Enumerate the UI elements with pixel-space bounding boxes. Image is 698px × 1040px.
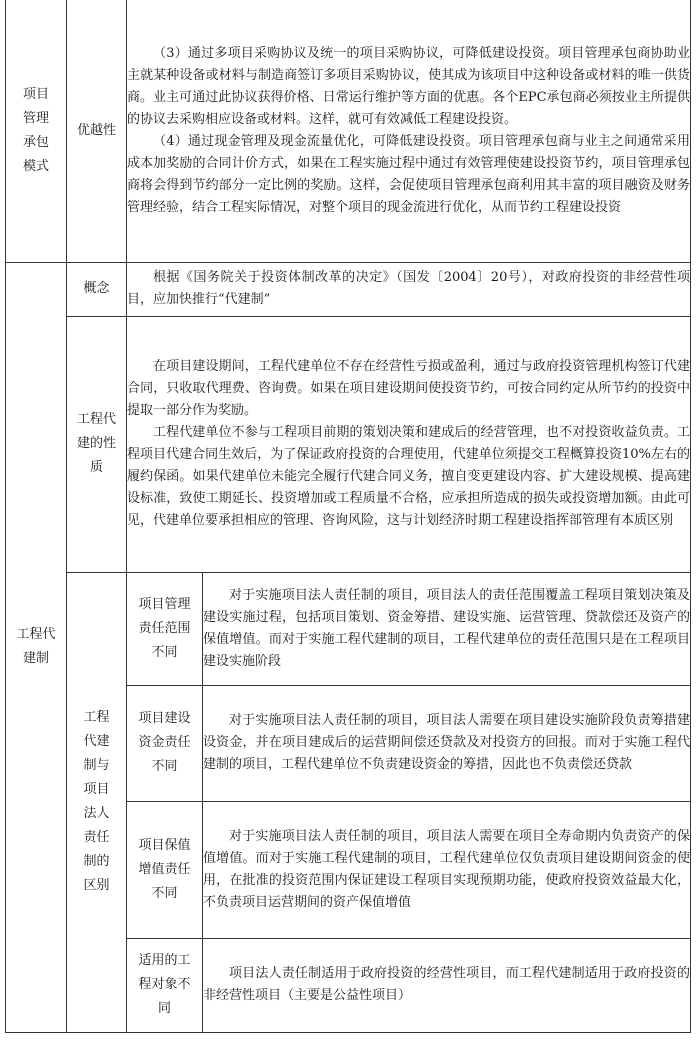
paragraph: （4）通过现金管理及现金流量优化，可降低建设投资。项目管理承包商与业主之间通常采用成本加奖励的合同计价方式，如果在工程实施过程中通过有效管理使建设投资节约，项目管理承包商将会得到节约部分一定比例的奖励。这样，会促使项目管理承包商利用其丰富的项目融资及财务管理经验，结合工程实际情况，对整个项目的现金流进行优化，从而节约工程建设投资	[127, 133, 690, 215]
diff-item-text: 对于实施项目法人责任制的项目，项目法人的责任范围覆盖工程项目策划决策及建设实施过程，包括项目策划、资金筹措、建设实施、运营管理、贷款偿还及资产的保值增值。而对于实施工程代建制的项目，工程代建单位的责任范围只是在工程项目建设实施阶段	[203, 572, 691, 685]
pmc-mode-label: 项目管理承包模式	[6, 0, 67, 262]
advantage-text	[127, 0, 691, 262]
nature-row	[6, 316, 691, 572]
paragraph: 在项目建设期间，工程代建单位不存在经营性亏损或盈利，通过与政府投资管理机构签订代建合同，只收取代理费、咨询费。如果在项目建设期间使投资节约，可按合同约定从所节约的投资中提取一部分作为奖励。	[127, 359, 690, 418]
concept-label: 概念	[67, 262, 127, 316]
concept-row	[6, 262, 691, 316]
diff-item-label: 适用的工程对象不同	[127, 938, 203, 1032]
diff-item-text: 项目法人责任制适用于政府投资的经营性项目，而工程代建制适用于政府投资的非经营性项目（主要是公益性项目）	[203, 938, 691, 1032]
concept-text: 根据《国务院关于投资体制改革的决定》（国发〔2004〕20号），对政府投资的非经营性项目，应加快推行“代建制”	[127, 262, 691, 316]
comparison-table	[5, 0, 691, 1033]
diff-item-label: 项目管理责任范围不同	[127, 572, 203, 685]
diff-item-label: 项目保值增值责任不同	[127, 801, 203, 938]
pmc-row	[6, 0, 691, 262]
difference-label: 工程代建制与项目法人责任制的区别	[67, 572, 127, 1032]
diff-row	[6, 572, 691, 685]
nature-label: 工程代建的性质	[67, 316, 127, 572]
diff-item-label: 项目建设资金责任不同	[127, 685, 203, 801]
agent-construction-label: 工程代建制	[6, 262, 67, 1032]
diff-item-text: 对于实施项目法人责任制的项目，项目法人需要在项目建设实施阶段负责筹措建设资金，并在项目建成后的运营期间偿还贷款及对投资方的回报。而对于实施工程代建制的项目，工程代建单位不负责建设资金的筹措，因此也不负责偿还贷款	[203, 685, 691, 801]
nature-text	[127, 316, 691, 572]
advantage-label: 优越性	[67, 0, 127, 262]
diff-item-text: 对于实施项目法人责任制的项目，项目法人需要在项目全寿命期内负责资产的保值增值。而对于实施工程代建制的项目，工程代建单位仅负责项目建设期间资金的使用，在批准的投资范围内保证建设工程项目实现预期功能，使政府投资效益最大化，不负责项目运营期间的资产保值增值	[203, 801, 691, 938]
paragraph: 工程代建单位不参与工程项目前期的策划决策和建成后的经营管理，也不对投资收益负责。工程项目代建合同生效后，为了保证政府投资的合理使用，代建单位须提交工程概算投资10%左右的履约保函。如果代建单位未能完全履行代建合同义务，擅自变更建设内容、扩大建设规模、提高建设标准，致使工期延长、投资增加或工程质量不合格，应承担所造成的损失或投资增加额。由此可见，代建单位要承担相应的管理、咨询风险，这与计划经济时期工程建设指挥部管理有本质区别	[127, 425, 690, 528]
paragraph: （3）通过多项目采购协议及统一的项目采购协议，可降低建设投资。项目管理承包商协助业主就某种设备或材料与制造商签订多项目采购协议，使其成为该项目中这种设备或材料的唯一供货商。业主可通过此协议获得价格、日常运行维护等方面的优惠。各个EPC承包商必须按业主所提供的协议去采购相应设备或材料。这样，就可有效减低工程建设投资。	[127, 45, 690, 127]
